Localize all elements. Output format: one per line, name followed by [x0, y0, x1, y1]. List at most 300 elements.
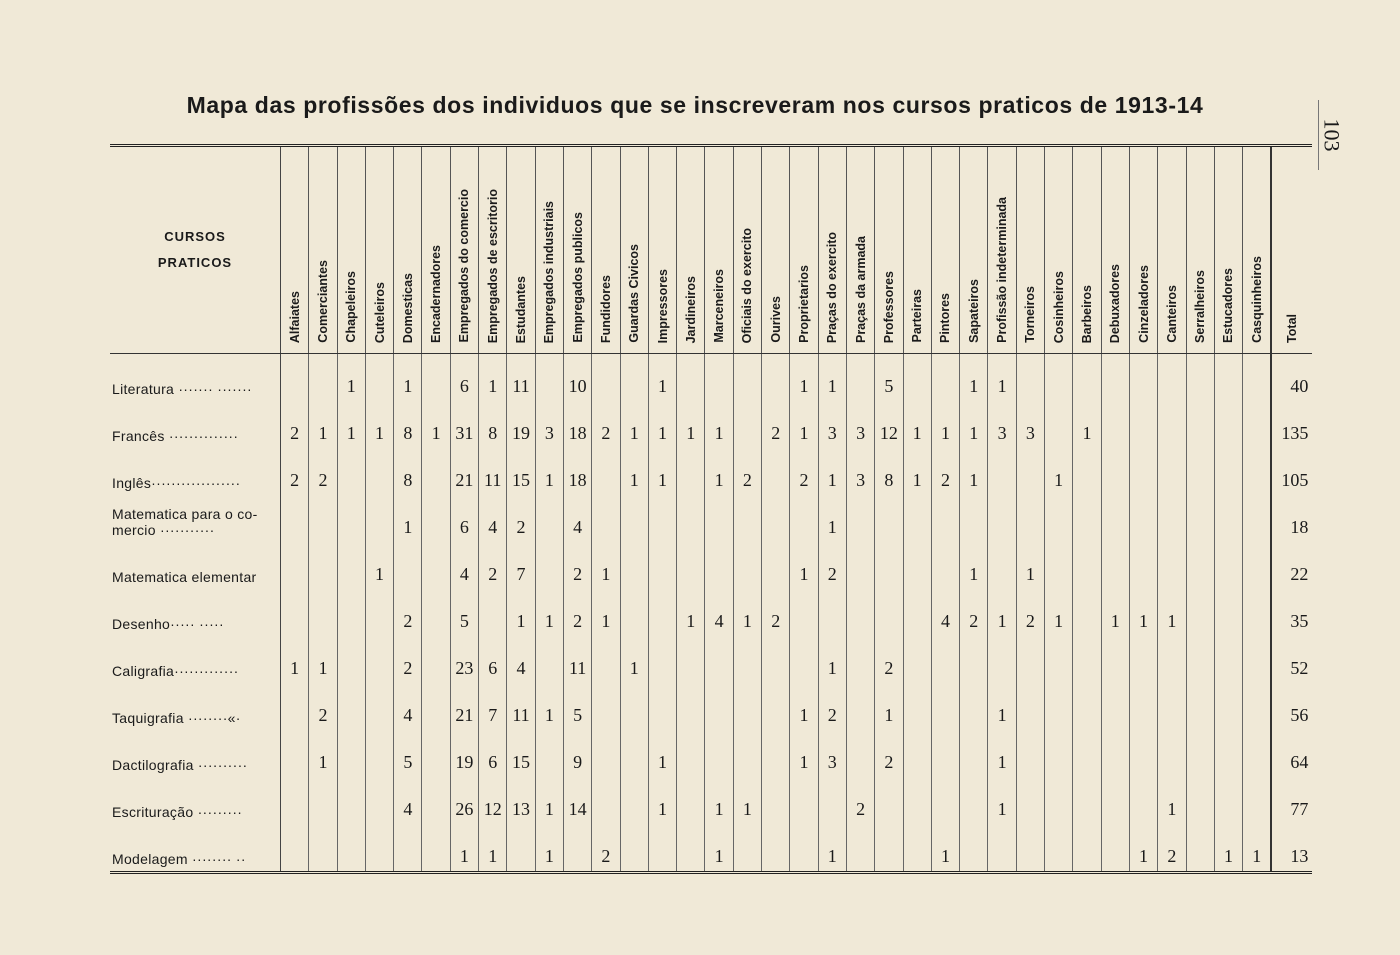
- column-header-label: Empregados do comercio: [457, 189, 472, 343]
- column-header-label: Chapeleiros: [344, 271, 359, 343]
- table-cell: [1214, 777, 1242, 824]
- table-cell: [733, 495, 761, 542]
- table-cell: 1: [903, 401, 931, 448]
- corner-line-2: PRATICOS: [157, 255, 233, 270]
- table-cell: [677, 636, 705, 683]
- table-cell: [337, 683, 365, 730]
- table-cell: [846, 636, 874, 683]
- table-cell: 2: [394, 589, 422, 636]
- table-cell: 1: [790, 730, 818, 777]
- table-cell: [1214, 448, 1242, 495]
- column-header: [762, 146, 790, 354]
- table-cell: [790, 636, 818, 683]
- table-cell: 1: [535, 448, 563, 495]
- table-cell: [281, 589, 309, 636]
- table-cell: 1: [988, 354, 1016, 402]
- table-cell: 8: [479, 401, 507, 448]
- table-cell: [988, 636, 1016, 683]
- column-header-label: Torneiros: [1023, 286, 1038, 343]
- table-cell: 1: [1214, 824, 1242, 873]
- table-cell: 2: [818, 542, 846, 589]
- column-header-label: Praças do exercito: [825, 231, 840, 343]
- column-header-label: Empregados industriais: [542, 200, 557, 343]
- table-cell: 2: [931, 448, 959, 495]
- table-cell: [677, 730, 705, 777]
- table-cell: [677, 683, 705, 730]
- table-cell: [1045, 495, 1073, 542]
- table-cell: [281, 542, 309, 589]
- table-cell: [365, 730, 393, 777]
- table-cell: [422, 683, 450, 730]
- table-cell: 8: [394, 401, 422, 448]
- table-cell: [422, 448, 450, 495]
- row-total: 18: [1271, 495, 1312, 542]
- table-cell: 1: [705, 401, 733, 448]
- row-label: Taquigrafia ········«·: [110, 683, 281, 730]
- table-cell: 2: [875, 636, 903, 683]
- table-cell: [1243, 542, 1272, 589]
- table-cell: [762, 354, 790, 402]
- table-cell: [790, 589, 818, 636]
- table-cell: [875, 589, 903, 636]
- table-cell: [762, 683, 790, 730]
- table-cell: [1101, 401, 1129, 448]
- column-header: [875, 146, 903, 354]
- table-cell: 2: [818, 683, 846, 730]
- table-cell: [337, 824, 365, 873]
- column-header: [450, 146, 478, 354]
- row-total: 64: [1271, 730, 1312, 777]
- table-cell: 1: [1158, 589, 1186, 636]
- table-cell: 2: [394, 636, 422, 683]
- column-header: [1129, 146, 1157, 354]
- table-cell: [592, 448, 620, 495]
- table-cell: 1: [705, 448, 733, 495]
- table-cell: [309, 777, 337, 824]
- table-cell: [1045, 683, 1073, 730]
- table-cell: 1: [988, 589, 1016, 636]
- table-cell: [1214, 730, 1242, 777]
- table-cell: [1158, 683, 1186, 730]
- table-cell: [281, 495, 309, 542]
- column-header-label: Barbeiros: [1079, 284, 1094, 343]
- table-cell: 1: [960, 354, 988, 402]
- table-cell: [705, 730, 733, 777]
- table-cell: 1: [988, 683, 1016, 730]
- table-cell: [1101, 730, 1129, 777]
- column-header: [846, 146, 874, 354]
- table-cell: [931, 495, 959, 542]
- column-header-label: Pintores: [938, 292, 953, 343]
- table-cell: [1243, 777, 1272, 824]
- table-cell: [1186, 777, 1214, 824]
- table-cell: [365, 589, 393, 636]
- table-cell: [365, 448, 393, 495]
- table-cell: [846, 495, 874, 542]
- table-cell: [1214, 636, 1242, 683]
- table-row: [110, 589, 1312, 636]
- table-cell: [762, 636, 790, 683]
- table-cell: 18: [563, 401, 591, 448]
- table-cell: [903, 824, 931, 873]
- table-cell: [592, 495, 620, 542]
- table-row: [110, 730, 1312, 777]
- table-cell: [1073, 683, 1101, 730]
- table-cell: [1214, 401, 1242, 448]
- table-cell: 2: [507, 495, 535, 542]
- column-header: [818, 146, 846, 354]
- table-cell: [1016, 824, 1044, 873]
- table-cell: 11: [507, 354, 535, 402]
- column-header: [281, 146, 309, 354]
- table-cell: 1: [337, 354, 365, 402]
- table-cell: 3: [535, 401, 563, 448]
- table-cell: 6: [479, 730, 507, 777]
- table-cell: [988, 495, 1016, 542]
- column-header-label: Cuteleiros: [372, 281, 387, 343]
- row-total: 52: [1271, 636, 1312, 683]
- table-cell: 1: [1016, 542, 1044, 589]
- table-cell: [1101, 636, 1129, 683]
- table-cell: [394, 824, 422, 873]
- table-cell: 3: [846, 401, 874, 448]
- table-cell: 2: [875, 730, 903, 777]
- column-header-label: Empregados de escritorio: [485, 188, 500, 343]
- table-cell: 1: [733, 777, 761, 824]
- table-cell: 1: [1129, 824, 1157, 873]
- column-header: [337, 146, 365, 354]
- table-cell: [1129, 495, 1157, 542]
- table-cell: [1101, 683, 1129, 730]
- row-total: 22: [1271, 542, 1312, 589]
- table-cell: [762, 542, 790, 589]
- row-label: Inglês··················: [110, 448, 281, 495]
- table-cell: [422, 495, 450, 542]
- table-cell: 11: [563, 636, 591, 683]
- table-cell: 1: [1243, 824, 1272, 873]
- table-cell: 19: [450, 730, 478, 777]
- table-cell: 1: [960, 542, 988, 589]
- table-cell: 1: [818, 495, 846, 542]
- column-header: [592, 146, 620, 354]
- column-header-label: Alfaiates: [287, 290, 302, 343]
- table-cell: 1: [365, 401, 393, 448]
- page-number: [1318, 100, 1343, 170]
- table-cell: [1214, 542, 1242, 589]
- table-cell: [762, 730, 790, 777]
- table-cell: 9: [563, 730, 591, 777]
- table-cell: [620, 542, 648, 589]
- table-cell: [960, 730, 988, 777]
- table-cell: 2: [762, 401, 790, 448]
- table-cell: 3: [846, 448, 874, 495]
- table-cell: [733, 542, 761, 589]
- table-cell: 4: [507, 636, 535, 683]
- row-total: 35: [1271, 589, 1312, 636]
- table-cell: 11: [479, 448, 507, 495]
- table-cell: [818, 777, 846, 824]
- column-header-label: Jardineiros: [683, 275, 698, 343]
- table-cell: 1: [309, 636, 337, 683]
- table-cell: 1: [875, 683, 903, 730]
- table-cell: 7: [479, 683, 507, 730]
- table-cell: [677, 824, 705, 873]
- table-cell: 1: [535, 589, 563, 636]
- table-cell: [1158, 636, 1186, 683]
- table-cell: [1073, 542, 1101, 589]
- column-header-label: Serralheiros: [1193, 270, 1208, 343]
- column-header: [1045, 146, 1073, 354]
- table-cell: [960, 636, 988, 683]
- table-cell: 1: [705, 824, 733, 873]
- table-cell: [1073, 777, 1101, 824]
- table-cell: 1: [903, 448, 931, 495]
- table-cell: [592, 636, 620, 683]
- table-cell: [875, 495, 903, 542]
- table-cell: [1073, 448, 1101, 495]
- column-header: [1271, 146, 1312, 354]
- table-cell: [705, 542, 733, 589]
- table-cell: [1186, 683, 1214, 730]
- table-cell: [1016, 777, 1044, 824]
- table-cell: [309, 589, 337, 636]
- table-cell: 19: [507, 401, 535, 448]
- column-header-label: Guardas Civicos: [627, 244, 642, 343]
- table-cell: [1101, 824, 1129, 873]
- table-cell: 4: [479, 495, 507, 542]
- table-cell: 3: [1016, 401, 1044, 448]
- table-cell: 12: [875, 401, 903, 448]
- table-cell: 5: [394, 730, 422, 777]
- table-cell: [281, 824, 309, 873]
- table-cell: 1: [1045, 448, 1073, 495]
- table-cell: [422, 589, 450, 636]
- table-cell: 1: [931, 824, 959, 873]
- table-cell: [1243, 636, 1272, 683]
- table-cell: [1045, 824, 1073, 873]
- table-cell: [337, 636, 365, 683]
- table-cell: [535, 730, 563, 777]
- table-cell: [903, 495, 931, 542]
- table-cell: [309, 354, 337, 402]
- table-cell: [1016, 495, 1044, 542]
- table-cell: 21: [450, 683, 478, 730]
- column-header: [563, 146, 591, 354]
- table-cell: [1129, 730, 1157, 777]
- table-cell: [846, 683, 874, 730]
- table-cell: 6: [450, 354, 478, 402]
- row-total: 77: [1271, 777, 1312, 824]
- table-cell: [337, 495, 365, 542]
- table-cell: 2: [790, 448, 818, 495]
- table-cell: 4: [450, 542, 478, 589]
- table-cell: 1: [535, 683, 563, 730]
- table-cell: [535, 542, 563, 589]
- table-cell: [592, 354, 620, 402]
- table-cell: 1: [422, 401, 450, 448]
- column-header-label: Domesticas: [400, 272, 415, 343]
- table-cell: [507, 824, 535, 873]
- table-cell: [762, 777, 790, 824]
- column-header-label: Profissão indeterminada: [995, 197, 1010, 343]
- table-cell: [1045, 777, 1073, 824]
- table-cell: [790, 824, 818, 873]
- table-cell: [1243, 730, 1272, 777]
- table-cell: [479, 589, 507, 636]
- table-cell: [1129, 401, 1157, 448]
- column-header: [931, 146, 959, 354]
- table-cell: [1186, 495, 1214, 542]
- table-cell: 2: [1158, 824, 1186, 873]
- table-cell: [1129, 683, 1157, 730]
- table-cell: [846, 730, 874, 777]
- table-cell: [592, 777, 620, 824]
- table-cell: [903, 589, 931, 636]
- table-cell: [422, 354, 450, 402]
- table-cell: 1: [1158, 777, 1186, 824]
- table-cell: [875, 542, 903, 589]
- table-cell: [1243, 683, 1272, 730]
- table-cell: [1129, 354, 1157, 402]
- column-header: [365, 146, 393, 354]
- table-cell: [1129, 777, 1157, 824]
- table-cell: 18: [563, 448, 591, 495]
- table-cell: 1: [1101, 589, 1129, 636]
- column-header: [1243, 146, 1272, 354]
- column-header: [422, 146, 450, 354]
- table-cell: 1: [677, 401, 705, 448]
- table-cell: [677, 495, 705, 542]
- column-header: [1158, 146, 1186, 354]
- table-cell: [648, 542, 676, 589]
- table-cell: [1045, 636, 1073, 683]
- table-row: [110, 777, 1312, 824]
- table-cell: [875, 824, 903, 873]
- table-cell: [592, 730, 620, 777]
- table-cell: 3: [818, 730, 846, 777]
- table-cell: [1073, 730, 1101, 777]
- table-cell: [1214, 495, 1242, 542]
- table-cell: 11: [507, 683, 535, 730]
- table-cell: 26: [450, 777, 478, 824]
- table-cell: 4: [394, 683, 422, 730]
- table-cell: [1158, 542, 1186, 589]
- table-cell: [1214, 683, 1242, 730]
- row-label: Caligrafia·············: [110, 636, 281, 683]
- table-cell: 2: [846, 777, 874, 824]
- column-header-label: Empregados publicos: [570, 212, 585, 343]
- table-cell: [903, 542, 931, 589]
- table-cell: 2: [592, 401, 620, 448]
- table-cell: [1243, 448, 1272, 495]
- table-cell: [988, 542, 1016, 589]
- table-cell: [903, 683, 931, 730]
- table-cell: 1: [1045, 589, 1073, 636]
- table-cell: 2: [762, 589, 790, 636]
- header-row: [110, 146, 1312, 354]
- table-cell: [846, 542, 874, 589]
- table-cell: 1: [309, 401, 337, 448]
- table-cell: [960, 777, 988, 824]
- table-cell: [365, 683, 393, 730]
- table-cell: 1: [450, 824, 478, 873]
- table-cell: [1129, 448, 1157, 495]
- table-cell: 1: [960, 401, 988, 448]
- table-cell: 1: [960, 448, 988, 495]
- table-cell: [705, 683, 733, 730]
- row-label: Dactilografia ··········: [110, 730, 281, 777]
- professions-table: [110, 144, 1312, 874]
- table-cell: [365, 824, 393, 873]
- row-label: Escrituração ·········: [110, 777, 281, 824]
- column-header-label: Marceneiros: [712, 269, 727, 343]
- table-cell: [394, 542, 422, 589]
- column-header-label: Praças da armada: [853, 235, 868, 343]
- column-header: [733, 146, 761, 354]
- table-cell: 8: [875, 448, 903, 495]
- table-cell: 1: [818, 636, 846, 683]
- column-header: [1016, 146, 1044, 354]
- table-cell: 1: [337, 401, 365, 448]
- column-header-label: Sapateiros: [966, 279, 981, 343]
- row-label: Matematica para o co- mercio ···········: [110, 495, 281, 542]
- table-cell: [365, 354, 393, 402]
- table-cell: 10: [563, 354, 591, 402]
- table-cell: [1158, 401, 1186, 448]
- table-cell: [1073, 354, 1101, 402]
- table-cell: [846, 354, 874, 402]
- table-cell: 1: [790, 401, 818, 448]
- table-cell: [1073, 824, 1101, 873]
- table-cell: [960, 824, 988, 873]
- table-row: [110, 448, 1312, 495]
- column-header-label: Oficiais do exercito: [740, 227, 755, 343]
- table-cell: [762, 495, 790, 542]
- row-label: Modelagem ········ ··: [110, 824, 281, 873]
- table-cell: [620, 730, 648, 777]
- table-cell: [705, 636, 733, 683]
- table-cell: [337, 777, 365, 824]
- column-header: [507, 146, 535, 354]
- row-total: 13: [1271, 824, 1312, 873]
- table-cell: [1073, 636, 1101, 683]
- table-cell: 2: [1016, 589, 1044, 636]
- table-cell: [931, 354, 959, 402]
- table-cell: 31: [450, 401, 478, 448]
- table-cell: [620, 824, 648, 873]
- table-cell: 1: [790, 354, 818, 402]
- table-cell: [422, 824, 450, 873]
- table-cell: [677, 777, 705, 824]
- table-cell: 13: [507, 777, 535, 824]
- table-row: [110, 636, 1312, 683]
- table-cell: [337, 589, 365, 636]
- table-cell: 1: [677, 589, 705, 636]
- table-cell: [365, 636, 393, 683]
- column-header: [988, 146, 1016, 354]
- table-cell: [931, 730, 959, 777]
- table-cell: 1: [394, 354, 422, 402]
- column-header: [790, 146, 818, 354]
- column-header-label: Total: [1285, 314, 1300, 343]
- table-cell: 4: [394, 777, 422, 824]
- column-header-label: Fundidores: [598, 274, 613, 343]
- corner-line-1: CURSOS: [164, 229, 226, 244]
- table-cell: [1129, 542, 1157, 589]
- table-cell: [422, 730, 450, 777]
- table-cell: [1101, 542, 1129, 589]
- table-cell: 1: [648, 777, 676, 824]
